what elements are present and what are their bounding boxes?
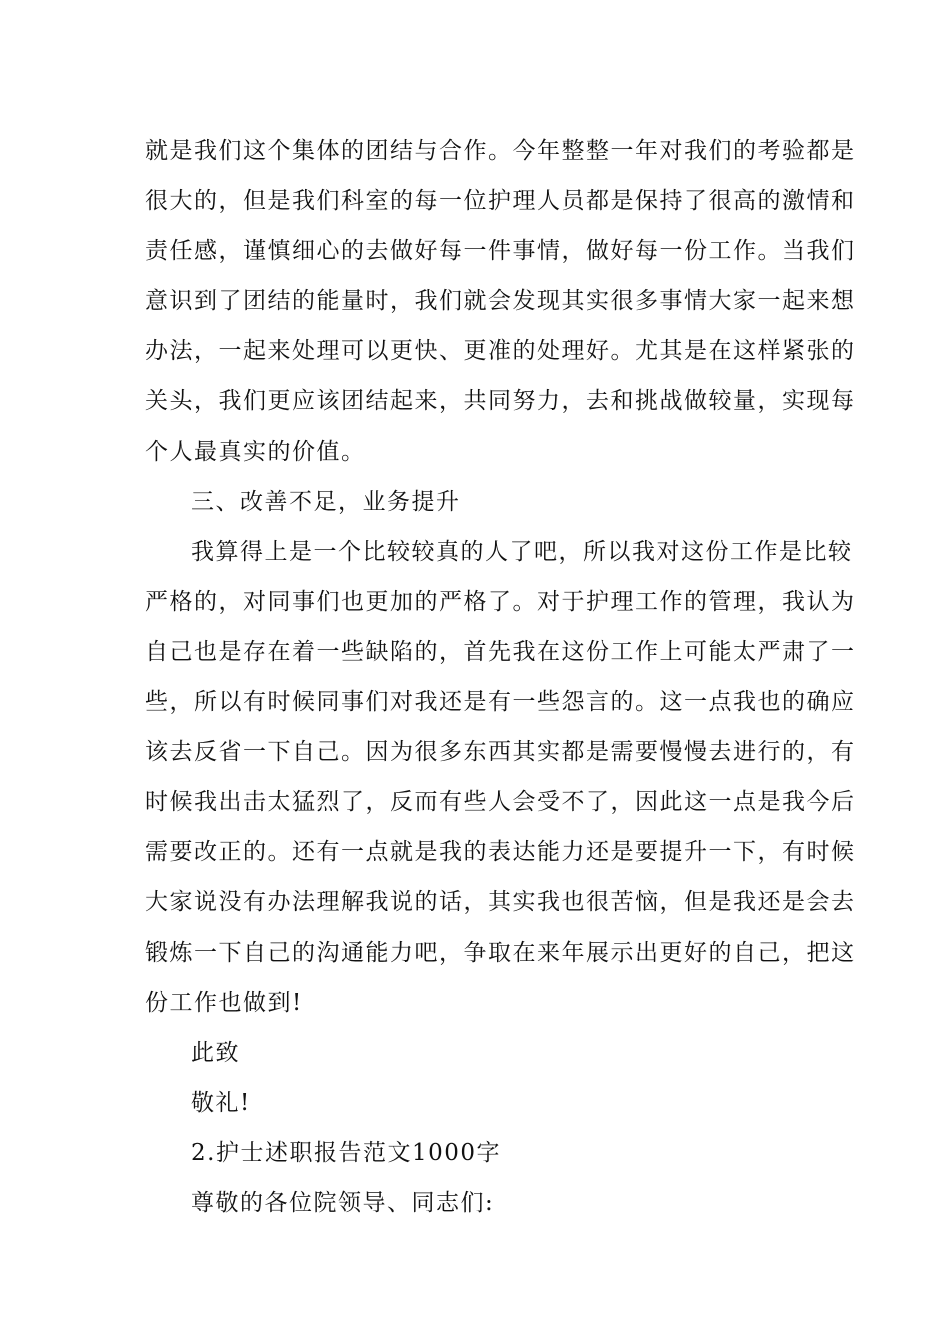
text-line: 自己也是存在着一些缺陷的，首先我在这份工作上可能太严肃了一 [145, 638, 856, 665]
text-line: 需要改正的。还有一点就是我的表达能力还是要提升一下，有时候 [145, 839, 856, 866]
text-line: 些，所以有时候同事们对我还是有一些怨言的。这一点我也的确应 [145, 689, 856, 716]
text-line: 严格的，对同事们也更加的严格了。对于护理工作的管理，我认为 [145, 588, 856, 615]
text-line: 办法，一起来处理可以更快、更准的处理好。尤其是在这样紧张的 [145, 338, 856, 365]
salutation-line: 敬礼! [191, 1089, 251, 1116]
text-line: 就是我们这个集体的团结与合作。今年整整一年对我们的考验都是 [145, 138, 856, 164]
text-line: 意识到了团结的能量时，我们就会发现其实很多事情大家一起来想 [145, 288, 856, 315]
text-line: 锻炼一下自己的沟通能力吧，争取在来年展示出更好的自己，把这 [145, 939, 856, 966]
text-line: 该去反省一下自己。因为很多东西其实都是需要慢慢去进行的，有 [145, 739, 856, 766]
greeting-line: 尊敬的各位院领导、同志们: [191, 1189, 495, 1216]
text-line: 责任感，谨慎细心的去做好每一件事情，做好每一份工作。当我们 [145, 238, 856, 265]
document-body [145, 126, 856, 1228]
text-line: 大家说没有办法理解我说的话，其实我也很苦恼，但是我还是会去 [145, 889, 856, 916]
text-line: 份工作也做到! [145, 989, 303, 1016]
text-line: 时候我出击太猛烈了，反而有些人会受不了，因此这一点是我今后 [145, 789, 856, 816]
closing-line: 此致 [191, 1039, 240, 1066]
text-line: 关头，我们更应该团结起来，共同努力，去和挑战做较量，实现每 [145, 388, 856, 415]
article-title: 2.护士述职报告范文1000字 [191, 1139, 501, 1166]
text-line: 很大的，但是我们科室的每一位护理人员都是保持了很高的激情和 [145, 188, 856, 215]
text-line: 个人最真实的价值。 [145, 438, 366, 465]
section-heading: 三、改善不足，业务提升 [191, 488, 461, 515]
text-line: 我算得上是一个比较较真的人了吧，所以我对这份工作是比较 [191, 538, 853, 565]
